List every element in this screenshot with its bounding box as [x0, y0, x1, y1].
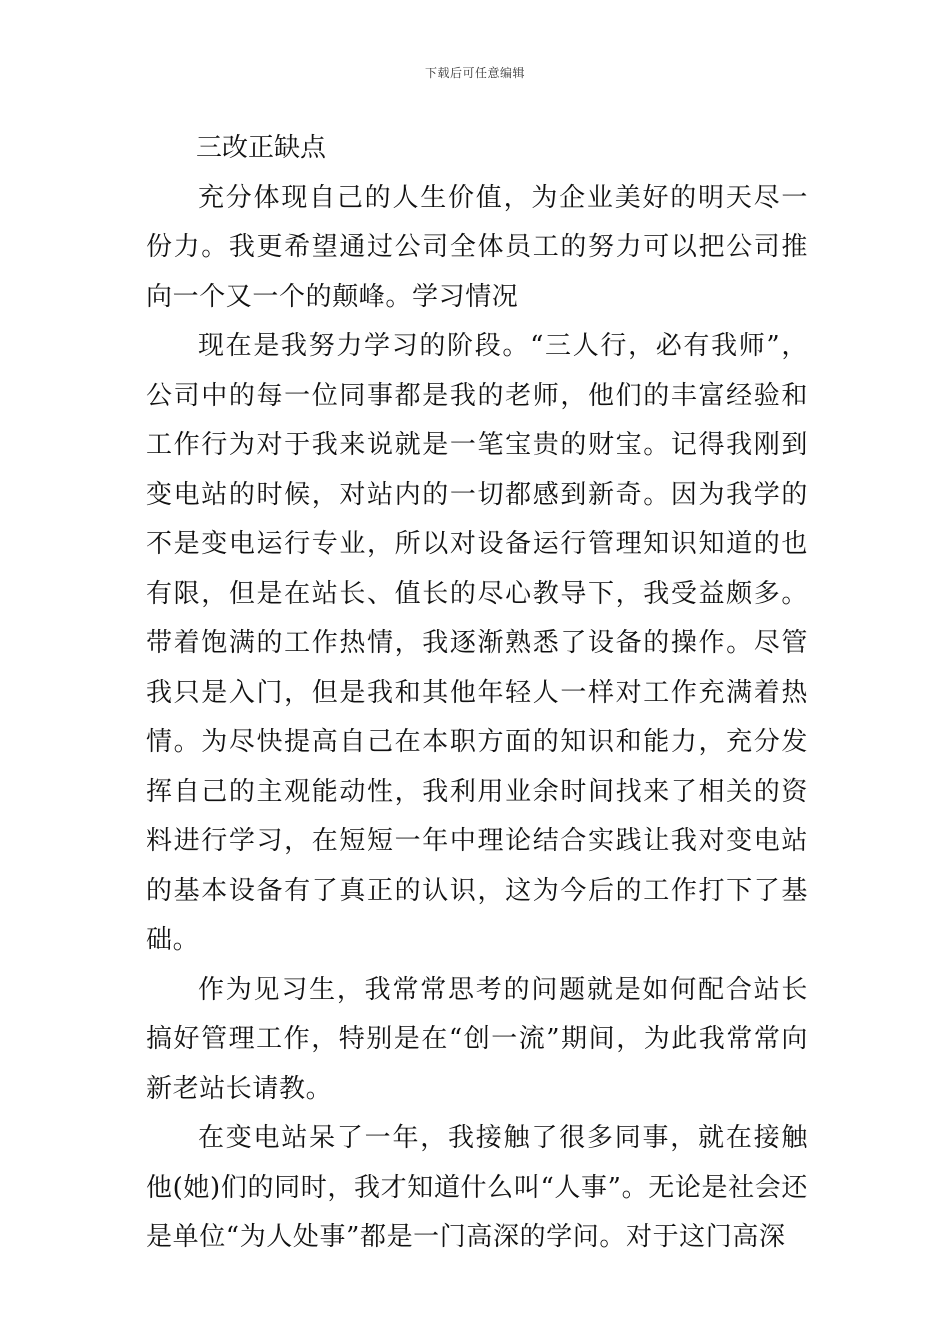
paragraph-3: 作为见习生，我常常思考的问题就是如何配合站长搞好管理工作，特别是在“创一流”期间，为此我常常向新老站长请教。 — [146, 974, 808, 1104]
paragraph-1: 充分体现自己的人生价值，为企业美好的明天尽一份力。我更希望通过公司全体员工的努力可以把公司推向一个又一个的颠峰。学习情况 — [146, 182, 808, 312]
document-body — [146, 124, 808, 1263]
section-heading: 三改正缺点 — [196, 133, 327, 163]
paragraph-4: 在变电站呆了一年，我接触了很多同事，就在接触他(她)们的同时，我才知道什么叫“人事”。无论是社会还是单位“为人处事”都是一门高深的学问。对于这门高深 — [146, 1123, 808, 1252]
page-header: 下载后可任意编辑 — [424, 66, 525, 80]
paragraph-2: 现在是我努力学习的阶段。“三人行，必有我师”，公司中的每一位同事都是我的老师，他们的丰富经验和工作行为对于我来说就是一笔宝贵的财宝。记得我刚到变电站的时候，对站内的一切都感到新奇。因为我学的不是变电运行专业，所以对设备运行管理知识知道的也有限，但是在站长、值长的尽心教导下，我受益颇多。带着饱满的工作热情，我逐渐熟悉了设备的操作。尽管我只是入门，但是我和其他年轻人一样对工作充满着热情。为尽快提高自己在本职方面的知识和能力，充分发挥自己的主观能动性，我利用业余时间找来了相关的资料进行学习，在短短一年中理论结合实践让我对变电站的基本设备有了真正的认识，这为今后的工作打下了基础。 — [146, 331, 808, 955]
